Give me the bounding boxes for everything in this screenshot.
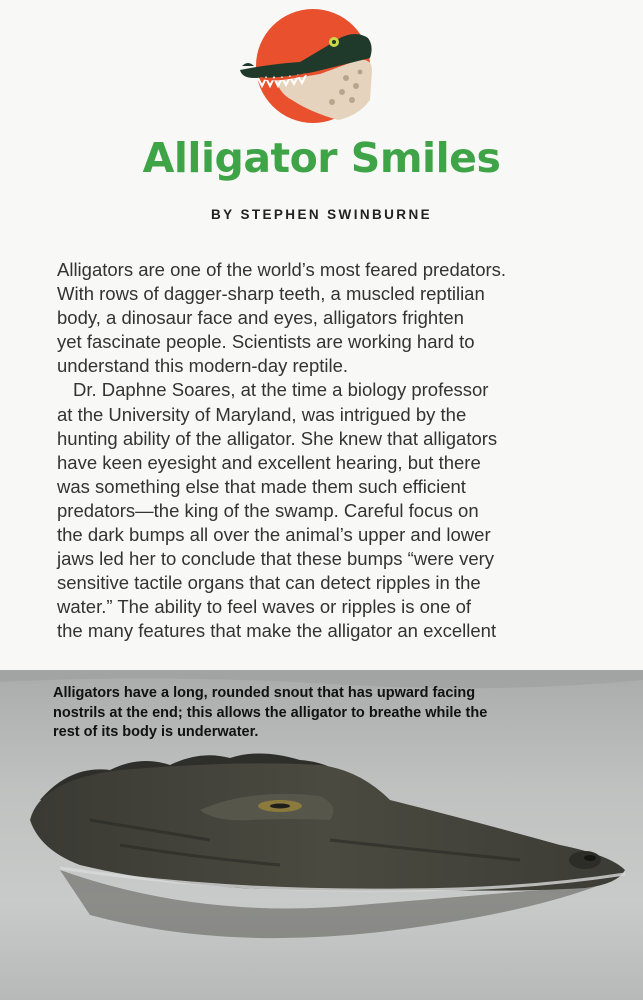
body-line: sensitive tactile organs that can detect ripples in the	[57, 572, 481, 594]
body-line: Alligators are one of the world’s most feared predators.	[57, 259, 507, 280]
article-body	[57, 258, 617, 644]
body-line: With rows of dagger-sharp teeth, a muscled reptilian	[57, 283, 485, 305]
body-line: Dr. Daphne Soares, at the time a biology professor	[73, 379, 489, 401]
caption-line: rest of its body is underwater.	[53, 724, 259, 740]
body-line: was something else that made them such efficient	[57, 475, 466, 497]
body-line: the many features that make the alligator an excellent	[57, 620, 497, 642]
alligator-head-icon	[240, 8, 380, 128]
body-line: yet fascinate people. Scientists are working hard to	[57, 331, 475, 353]
body-line: understand this modern-day reptile.	[57, 355, 349, 377]
body-line: predators—the king of the swamp. Careful focus on	[57, 499, 479, 521]
article-title: Alligator Smiles	[142, 134, 501, 182]
caption-line: Alligators have a long, rounded snout that has upward facing	[53, 685, 476, 701]
body-line: the dark bumps all over the animal’s upper and lower	[57, 524, 491, 546]
body-line: body, a dinosaur face and eyes, alligators frighten	[57, 307, 464, 329]
body-line: at the University of Maryland, was intrigued by the	[57, 403, 467, 425]
body-line: jaws led her to conclude that these bumps “were very	[57, 548, 495, 570]
article-byline: BY STEPHEN SWINBURNE	[210, 207, 433, 222]
body-line: hunting ability of the alligator. She knew that alligators	[57, 427, 498, 449]
photo-caption	[53, 684, 613, 743]
caption-line: nostrils at the end; this allows the alligator to breathe while the	[53, 704, 488, 721]
body-line: water.” The ability to feel waves or ripples is one of	[57, 596, 472, 618]
body-line: have keen eyesight and excellent hearing, but there	[57, 451, 481, 473]
